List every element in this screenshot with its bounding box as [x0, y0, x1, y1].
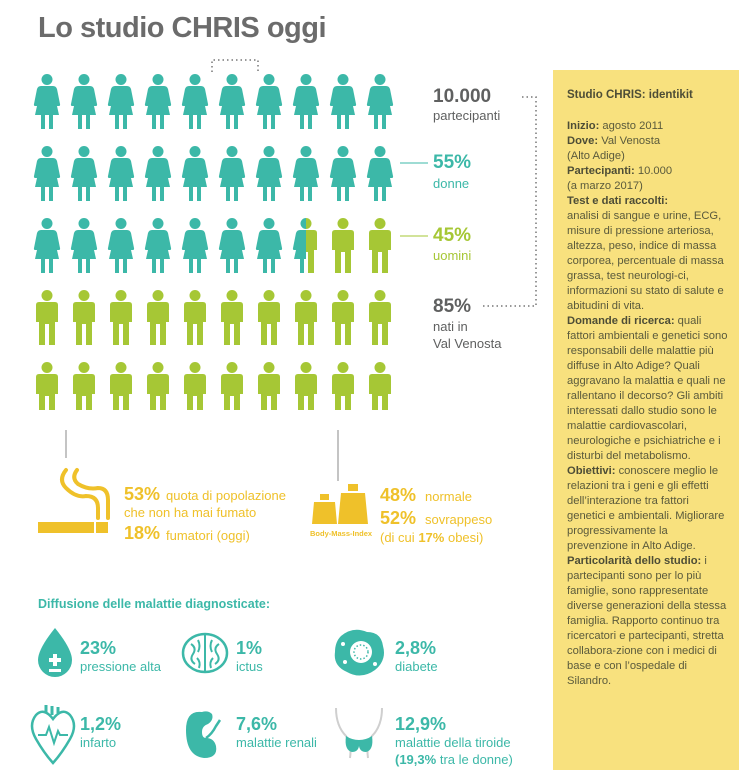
woman-figure — [219, 146, 245, 201]
woman-figure — [330, 146, 356, 201]
kidney-icon — [182, 708, 222, 762]
thyroid-women-note: (19,3% tra le donne) — [395, 752, 513, 767]
sidebar-start: Inizio: agosto 2011 — [567, 120, 664, 132]
disease-name-infarction: infarto — [80, 735, 117, 750]
disease-pct-infarction: 1,2% — [80, 714, 122, 734]
woman-figure — [34, 74, 60, 129]
half-figure — [293, 218, 319, 273]
woman-figure — [108, 74, 134, 129]
identikit-sidebar — [553, 70, 739, 770]
bmi-normal-pct: 48% — [380, 485, 417, 505]
man-figure — [369, 290, 391, 345]
woman-figure — [367, 74, 393, 129]
woman-figure — [145, 218, 171, 273]
woman-figure — [367, 146, 393, 201]
sidebar-participants: Partecipanti: 10.000 — [567, 165, 673, 177]
nonsmoker-text-1: quota di popolazione — [166, 488, 286, 503]
participants-label: partecipanti — [433, 108, 501, 123]
women-value: 55% — [433, 152, 472, 173]
heart-icon — [30, 705, 76, 765]
disease-name-diabetes: diabete — [395, 659, 438, 674]
nonsmoker-pct: 53% — [124, 484, 161, 504]
man-figure — [73, 362, 95, 410]
disease-name-thyroid: malattie della tiroide — [395, 735, 511, 750]
man-figure — [332, 362, 354, 410]
smoker-pct: 18% — [124, 523, 161, 543]
woman-figure — [219, 74, 245, 129]
man-figure — [369, 362, 391, 410]
woman-figure — [145, 74, 171, 129]
man-figure — [184, 362, 206, 410]
woman-figure — [71, 146, 97, 201]
man-figure — [36, 290, 58, 345]
woman-figure — [256, 218, 282, 273]
cell-icon — [331, 628, 387, 678]
sidebar-questions: Domande di ricerca: quali fattori ambientali e genetici sono responsabili delle malattie più diffuse in Alto Adige? Quali aggravano la malattia e quali ne rallentano il decorso? Gli ambiti interessati dallo studio sono le malattie cardiovascolari, neurologiche e psichiatriche e i disturbi del metabolismo. — [567, 315, 728, 462]
woman-figure — [34, 146, 60, 201]
women-label: donne — [433, 176, 470, 191]
thyroid-icon — [332, 706, 386, 760]
man-figure — [73, 290, 95, 345]
disease-pct-stroke: 1% — [236, 638, 263, 658]
man-figure — [369, 218, 391, 273]
page-title: Lo studio CHRIS oggi — [38, 12, 327, 44]
woman-figure — [330, 74, 356, 129]
bmi-over-pct: 52% — [380, 508, 417, 528]
disease-pct-kidney: 7,6% — [236, 714, 278, 734]
disease-name-hypertension: pressione alta — [80, 659, 161, 674]
disease-pct-diabetes: 2,8% — [395, 638, 437, 658]
bmi-normal-text: normale — [425, 489, 472, 504]
weights-icon — [312, 480, 372, 530]
man-figure — [147, 290, 169, 345]
man-figure — [36, 362, 58, 410]
man-figure — [110, 362, 132, 410]
native-label-1: nati in — [433, 319, 468, 334]
bmi-obese-note: (di cui 17% obesi) — [380, 530, 484, 545]
man-figure — [258, 362, 280, 410]
brain-icon — [181, 632, 229, 676]
sidebar-tests-label: Test e dati raccolti: — [567, 195, 669, 207]
man-figure — [332, 218, 354, 273]
woman-figure — [145, 146, 171, 201]
woman-figure — [108, 218, 134, 273]
disease-name-stroke: ictus — [236, 659, 263, 674]
man-figure — [295, 290, 317, 345]
woman-figure — [71, 74, 97, 129]
man-figure — [295, 362, 317, 410]
sidebar-participants-2: (a marzo 2017) — [567, 180, 643, 192]
sidebar-tests-text: analisi di sangue e urine, ECG, misure di pressione arteriosa, altezza, peso, indice di massa corporea, percentuale di massa grassa, test neurologi-ci, informazioni su stato di salute e abitudini di vita. — [567, 210, 724, 312]
woman-figure — [256, 74, 282, 129]
smoker-text: fumatori (oggi) — [166, 528, 250, 543]
men-label: uomini — [433, 248, 472, 263]
bmi-icon-label: Body-Mass-Index — [310, 529, 373, 538]
woman-figure — [71, 218, 97, 273]
man-figure — [221, 290, 243, 345]
sidebar-where: Dove: Val Venosta — [567, 135, 661, 147]
woman-figure — [182, 74, 208, 129]
sidebar-heading: Studio CHRIS: identikit — [567, 89, 693, 101]
man-figure — [184, 290, 206, 345]
native-label-2: Val Venosta — [433, 336, 502, 351]
man-figure — [332, 290, 354, 345]
participants-value: 10.000 — [433, 86, 492, 107]
woman-figure — [108, 146, 134, 201]
woman-figure — [182, 218, 208, 273]
man-figure — [110, 290, 132, 345]
woman-figure — [34, 218, 60, 273]
disease-name-kidney: malattie renali — [236, 735, 317, 750]
sidebar-features: Particolarità dello studio: i partecipanti sono per lo più famiglie, sono rappresentate diverse generazioni della stessa famiglia. Rapporto continuo tra ricercatori e partecipanti, stretta collabora-zione con i medici di base e con l’ospedale di Silandro. — [567, 555, 727, 687]
people-grid — [30, 70, 410, 410]
men-value: 45% — [433, 225, 472, 246]
disease-pct-hypertension: 23% — [80, 638, 117, 658]
woman-figure — [219, 218, 245, 273]
man-figure — [258, 290, 280, 345]
bmi-over-text: sovrappeso — [425, 512, 493, 527]
man-figure — [147, 362, 169, 410]
cigarette-icon — [36, 466, 116, 542]
woman-figure — [182, 146, 208, 201]
blood-drop-icon — [32, 627, 78, 679]
nonsmoker-text-2: che non ha mai fumato — [124, 505, 257, 520]
native-value: 85% — [433, 296, 472, 317]
woman-figure — [293, 74, 319, 129]
disease-pct-thyroid: 12,9% — [395, 714, 447, 734]
woman-figure — [256, 146, 282, 201]
sidebar-where-2: (Alto Adige) — [567, 150, 625, 162]
sidebar-goals: Obiettivi: conoscere meglio le relazioni tra i geni e gli effetti dell’interazione tra fattori genetici e ambientali. Migliorare progressivamente la prevenzione in Alto Adige. — [567, 465, 725, 552]
diseases-heading: Diffusione delle malattie diagnosticate: — [38, 597, 270, 611]
man-figure — [221, 362, 243, 410]
woman-figure — [293, 146, 319, 201]
